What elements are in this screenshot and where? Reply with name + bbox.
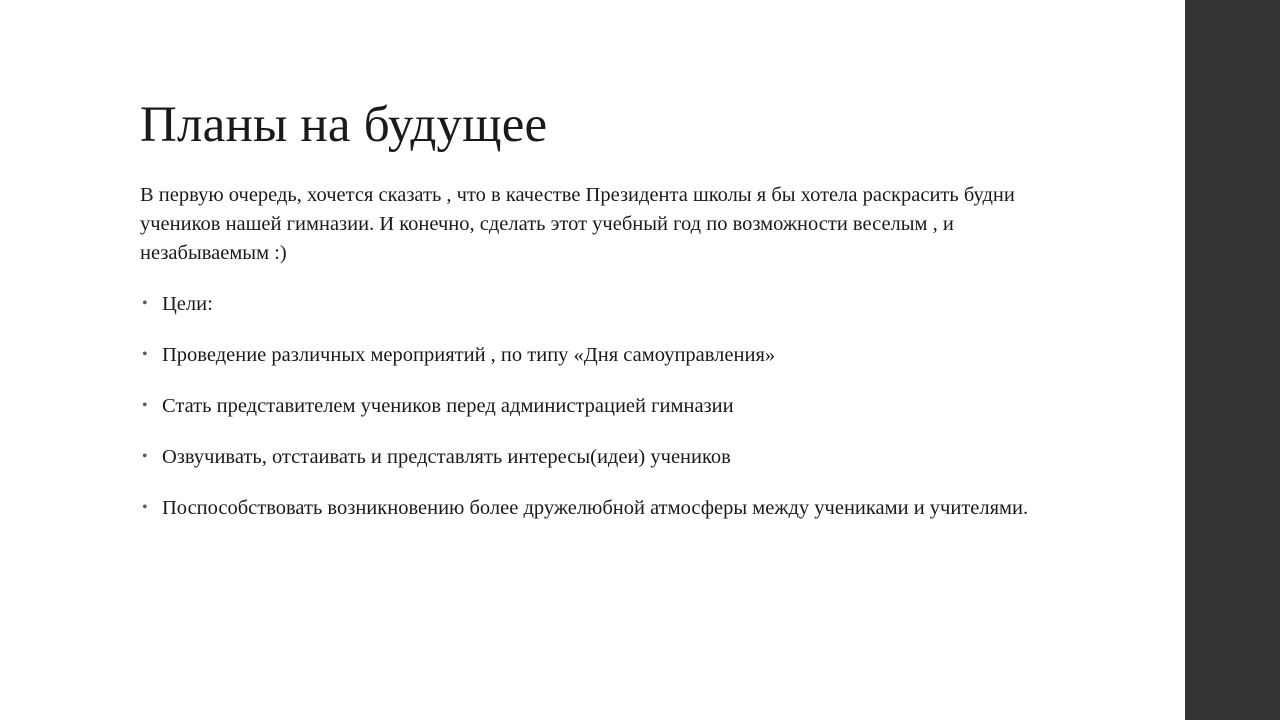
list-item-label: Цели:	[162, 292, 213, 315]
bullet-icon: •	[142, 448, 148, 466]
bullet-icon: •	[142, 397, 148, 415]
page-title: Планы на будущее	[140, 97, 548, 153]
list-item-label: Стать представителем учеников перед администрацией гимназии	[162, 395, 734, 418]
bullet-list	[140, 290, 1040, 524]
list-item-label: Поспособствовать возникновению более дружелюбной атмосферы между учениками и учителями.	[162, 497, 1029, 520]
bullet-icon: •	[142, 499, 148, 517]
list-item	[140, 392, 1042, 421]
list-item	[140, 341, 1042, 370]
intro-paragraph: В первую очередь, хочется сказать , что в качестве Президента школы я бы хотела раскрасить будни учеников нашей гимназии. И конечно, сделать этот учебный год по возможности веселым , и незабываемым :)	[140, 183, 1015, 264]
slide-content	[140, 96, 1040, 524]
bullet-icon: •	[142, 294, 148, 312]
bullet-icon: •	[142, 346, 148, 364]
list-item-label: Проведение различных мероприятий , по типу «Дня самоуправления»	[162, 344, 776, 367]
list-item	[140, 443, 1042, 472]
list-item	[140, 290, 1042, 319]
decorative-right-band	[1185, 0, 1280, 720]
list-item-label: Озвучивать, отстаивать и представлять интересы(идеи) учеников	[162, 446, 731, 469]
list-item	[140, 494, 1042, 523]
